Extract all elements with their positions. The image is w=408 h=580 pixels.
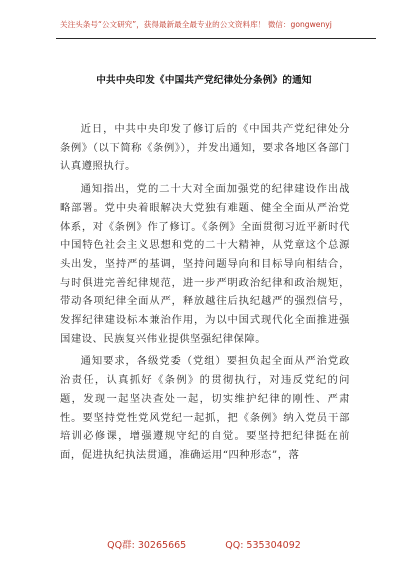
header-divider [56, 38, 376, 39]
header-banner-text: 关注头条号“公文研究”，获得最新最全最专业的公文资料库！ 微信：gongwenyj [60, 20, 332, 29]
document-body [60, 120, 350, 469]
paragraph-3: 通知要求，各级党委（党组）要担负起全面从严治党政治责任，认真抓好《条例》的贯彻执行，对违反党纪的问题，发现一起坚决查处一起，切实维护纪律的刚性、严肃性。要坚持党性党风党纪一起抓，把《条例》纳入党员干部培训必修课，增强遵规守纪的自觉。要坚持把纪律挺在前面，促进执纪执法贯通，准确运用“四种形态”，落 [60, 355, 350, 461]
footer-qq-group: QQ群: 30265665 [107, 540, 187, 551]
paragraph-1: 近日，中共中央印发了修订后的《中国共产党纪律处分条例》（以下简称《条例》），并发出通知，要求各地区各部门认真遵照执行。 [60, 123, 350, 173]
footer-contact [0, 537, 408, 551]
document-title: 中共中央印发《中国共产党纪律处分条例》的通知 [96, 75, 312, 86]
header-banner [0, 16, 408, 40]
paragraph-2: 通知指出，党的二十大对全面加强党的纪律建设作出战略部署。党中央着眼解决大党独有难题、健全全面从严治党体系，对《条例》作了修订。《条例》全面贯彻习近平新时代中国特色社会主义思想和党的二十大精神，从党章这个总源头出发，坚持严的基调，坚持问题导向和目标导向相结合，与时俱进完善纪律规范，进一步严明政治纪律和政治规矩，带动各项纪律全面从严，释放越往后执纪越严的强烈信号，发挥纪律建设标本兼治作用，为以中国式现代化全面推进强国建设、民族复兴伟业提供坚强纪律保障。 [60, 183, 350, 345]
footer-qq: QQ: 535304092 [225, 540, 301, 551]
